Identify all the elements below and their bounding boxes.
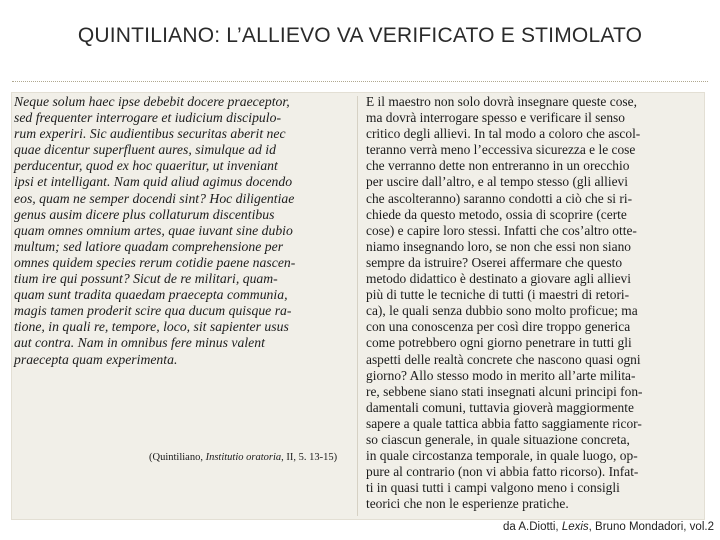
textbook-credit [503, 521, 714, 533]
latin-text-line: ipsi et intelligant. Nam quid aliud agimus docendo [14, 174, 293, 190]
latin-text-line: tione, in quali re, tempore, loco, sit sapienter usus [14, 319, 289, 335]
credit-prefix: da A.Diotti, [503, 521, 562, 533]
latin-text-line: quam omnes omnium artes, quae iuvant sine dubio [14, 222, 293, 238]
italian-text-line: ti in quasi tutti i campi valgono meno i consigli [366, 480, 620, 496]
italian-text-line: ca), le quali senza dubbio sono molto proficue; ma [366, 303, 638, 319]
italian-text-line: aspetti delle realtà concrete che nascono quasi ogni [366, 351, 641, 367]
italian-text-line: critico degli allievi. In tal modo a coloro che ascol- [366, 126, 641, 142]
latin-text-line: aut contra. Nam in omnibus fere minus valent [14, 335, 265, 351]
scanned-page [11, 92, 705, 520]
source-citation [149, 452, 337, 463]
italian-text-line: so ciascun generale, in quale situazione concreta, [366, 431, 630, 447]
italian-text-line: con una conoscenza per così dire troppo generica [366, 319, 631, 335]
italian-text-line: pure al contrario (non vi abbia fatto ricorso). Infat- [366, 464, 639, 480]
italian-text-line: teorici che non le esperienze pratiche. [366, 496, 569, 512]
citation-work-title: Institutio oratoria [205, 452, 282, 463]
latin-text-column [14, 94, 352, 368]
latin-text-line: quam sunt tradita quaedam praecepta communia, [14, 287, 288, 303]
italian-text-line: niamo insegnando loro, se non che essi non siano [366, 238, 632, 254]
latin-text-line: rum experiri. Sic audientibus securitas aberit nec [14, 126, 286, 142]
italian-text-line: teranno verrà meno l’eccessiva sicurezza e le cose [366, 142, 636, 158]
italian-text-line: sapere a quale tattica abbia fatto saggiamente ricor- [366, 415, 642, 431]
credit-book-title: Lexis [561, 521, 589, 533]
italian-translation-column [366, 94, 704, 512]
column-divider [357, 96, 358, 516]
slide-title: QUINTILIANO: L’ALLIEVO VA VERIFICATO E STIMOLATO [77, 24, 643, 47]
italian-text-line: che verranno dette non entreranno in un orecchio [366, 158, 630, 174]
citation-reference: , II, 5. 13-15) [281, 452, 338, 463]
latin-text-line: quae dicentur superfluent aures, simulque ad id [14, 142, 276, 158]
credit-suffix: , Bruno Mondadori, vol.2 [588, 521, 714, 533]
latin-text-line: omnes quidem species rerum cotidie paene nascen- [14, 254, 296, 270]
italian-text-line: ma dovrà interrogare spesso e verificare il senso [366, 110, 625, 126]
italian-text-line: damentali comuni, tuttavia gioverà maggiormente [366, 399, 634, 415]
italian-text-line: chiede da questo metodo, ossia di scoprire (certe [366, 206, 627, 222]
italian-text-line: per uscire dall’altro, e al tempo stesso (gli allievi [366, 174, 628, 190]
italian-text-line: giorno? Allo stesso modo in merito all’arte milita- [366, 367, 636, 383]
italian-text-line: cose) e capire loro stessi. Infatti che cos’altro otte- [366, 222, 637, 238]
title-divider [12, 81, 708, 82]
latin-text-line: multum; sed latiore quadam comprehensione per [14, 238, 284, 254]
italian-text-line: sempre da istruire? Oserei affermare che questo [366, 254, 623, 270]
italian-text-line: metodo didattico è destinato a giovare agli allievi [366, 271, 631, 287]
latin-text-line: magis tamen proderit scire qua ducum quisque ra- [14, 303, 292, 319]
italian-text-line: più di tutte le tecniche di tutti (i maestri di retori- [366, 287, 630, 303]
latin-text-line: perducentur, quod ex hoc quaeritur, ut inveniant [14, 158, 278, 174]
italian-text-line: come potrebbero ogni giorno penetrare in tutti gli [366, 335, 632, 351]
italian-text-line: che ascolteranno) saranno condotti a ciò che si ri- [366, 190, 633, 206]
latin-text-line: eos, quam ne semper docendi sint? Hoc diligentiae [14, 190, 295, 206]
latin-text-line: genus ausim dicere plus collaturum discentibus [14, 206, 275, 222]
latin-text-line: Neque solum haec ipse debebit docere praeceptor, [14, 94, 290, 109]
citation-open: (Quintiliano, [149, 452, 206, 463]
italian-text-line: E il maestro non solo dovrà insegnare queste cose, [366, 94, 637, 109]
latin-text-line: praecepta quam experimenta. [14, 351, 178, 367]
italian-text-line: in quale circostanza temporale, in quale luogo, op- [366, 448, 638, 464]
latin-text-line: sed frequenter interrogare et iudicium discipulo- [14, 110, 282, 126]
italian-text-line: re, sebbene siano stati insegnati alcuni principi fon- [366, 383, 643, 399]
latin-text-line: tium ire qui possunt? Sicut de re militari, quam- [14, 271, 278, 287]
